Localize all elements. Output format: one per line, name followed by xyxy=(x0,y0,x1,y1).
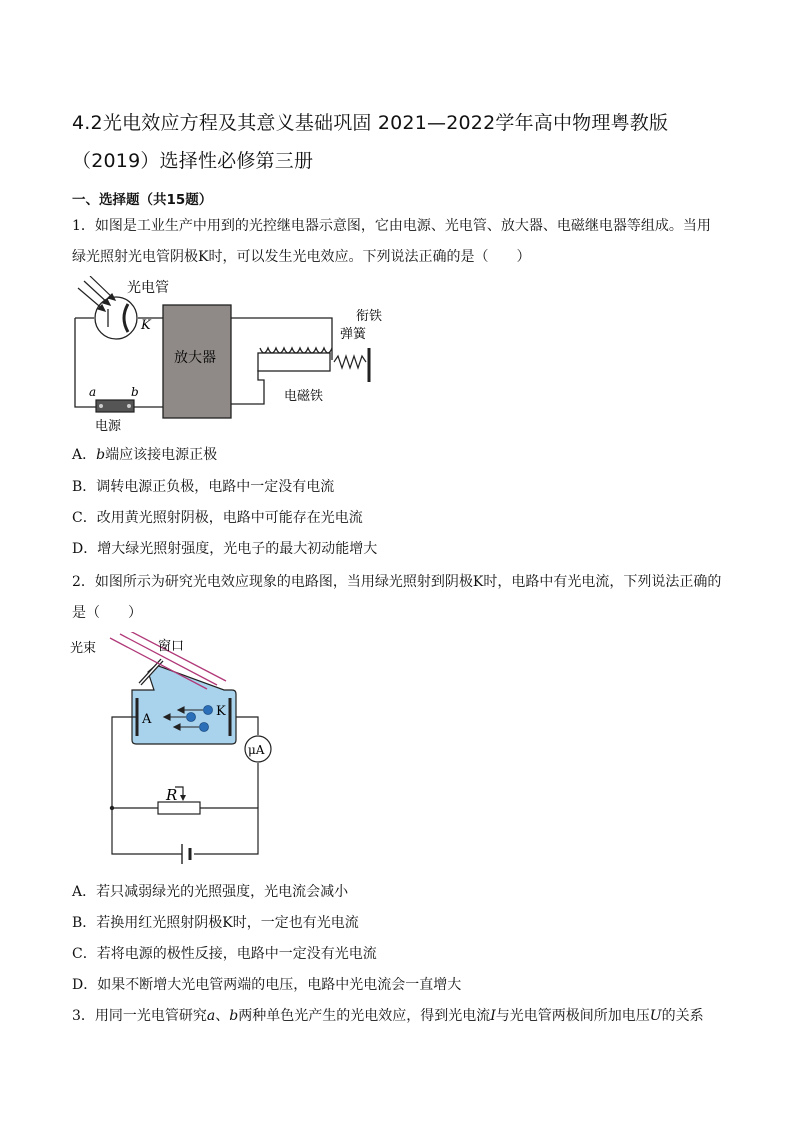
q3-var-a: a xyxy=(206,1008,216,1024)
armature-label: 衔铁 xyxy=(356,309,383,324)
q3-var-i: I xyxy=(490,1008,496,1024)
q3-var-b: b xyxy=(229,1008,239,1024)
question-1-option-d: D．增大绿光照射强度，光电子的最大初动能增大 xyxy=(72,541,378,557)
question-1-option-b: B．调转电源正负极，电路中一定没有电流 xyxy=(72,479,335,495)
relay-circuit-figure xyxy=(70,276,400,436)
electromagnet-label: 电磁铁 xyxy=(284,389,324,404)
q3-text-3: 与光电管两极间所加电压 xyxy=(495,1008,650,1024)
meter-label: μA xyxy=(248,743,265,757)
q3-separator: 、 xyxy=(215,1008,230,1024)
question-2-stem: 2．如图所示为研究光电效应现象的电路图，当用绿光照射到阴极K时，电路中有光电流，下列说法正确的是（ ） xyxy=(72,574,722,621)
terminal-b-label: b xyxy=(131,385,139,399)
q3-text-4: 的关系 xyxy=(661,1008,704,1024)
q3-var-u: U xyxy=(649,1008,662,1024)
coil-winding xyxy=(260,348,332,353)
question-1-stem: 1．如图是工业生产中用到的光控继电器示意图，它由电源、光电管、放大器、电磁继电器等组成。当用绿光照射光电管阴极K时，可以发生光电效应。下列说法正确的是（ ） xyxy=(72,218,711,265)
q3-text-2: 两种单色光产生的光电效应，得到光电流 xyxy=(238,1008,491,1024)
question-2-option-b: B．若换用红光照射阴极K时，一定也有光电流 xyxy=(72,915,359,931)
option-a-text: 端应该接电源正极 xyxy=(105,447,218,463)
electromagnet-core xyxy=(258,353,330,371)
spring-label: 弹簧 xyxy=(340,327,367,342)
cathode-label: K xyxy=(216,704,226,719)
electron xyxy=(204,706,213,715)
page-title: 4.2光电效应方程及其意义基础巩固 2021—2022学年高中物理粤教版（2019）选择性必修第三册 xyxy=(72,112,669,172)
question-2-option-a: A．若只减弱绿光的光照强度，光电流会减小 xyxy=(72,884,349,900)
beam-label: 光束 xyxy=(70,641,97,656)
question-2-option-c: C．若将电源的极性反接，电路中一定没有光电流 xyxy=(72,946,377,962)
phototube-circle xyxy=(95,297,137,339)
section-heading: 一、选择题（共15题） xyxy=(72,192,213,208)
phototube-label: 光电管 xyxy=(127,280,169,296)
anode-label: A xyxy=(142,712,152,727)
terminal-a-label: a xyxy=(89,385,97,399)
question-2-option-d: D．如果不断增大光电管两端的电压，电路中光电流会一直增大 xyxy=(72,977,462,993)
option-a-variable: b xyxy=(96,447,106,463)
window-label: 窗口 xyxy=(158,639,185,654)
resistor-label: R xyxy=(166,786,178,804)
q3-text-1: 3．用同一光电管研究 xyxy=(72,1008,207,1024)
cathode-label: K xyxy=(141,318,151,333)
spring xyxy=(334,356,366,368)
question-1-option-a xyxy=(72,445,217,465)
photoelectric-circuit-figure xyxy=(70,632,290,864)
power-label: 电源 xyxy=(95,419,122,434)
option-a-prefix: A． xyxy=(72,447,97,463)
question-1-option-c: C．改用黄光照射阴极，电路中可能存在光电流 xyxy=(72,510,363,526)
electron xyxy=(200,723,209,732)
question-3-stem xyxy=(72,1006,704,1026)
amplifier-label: 放大器 xyxy=(174,350,216,366)
electron xyxy=(187,713,196,722)
rheostat xyxy=(158,802,200,814)
